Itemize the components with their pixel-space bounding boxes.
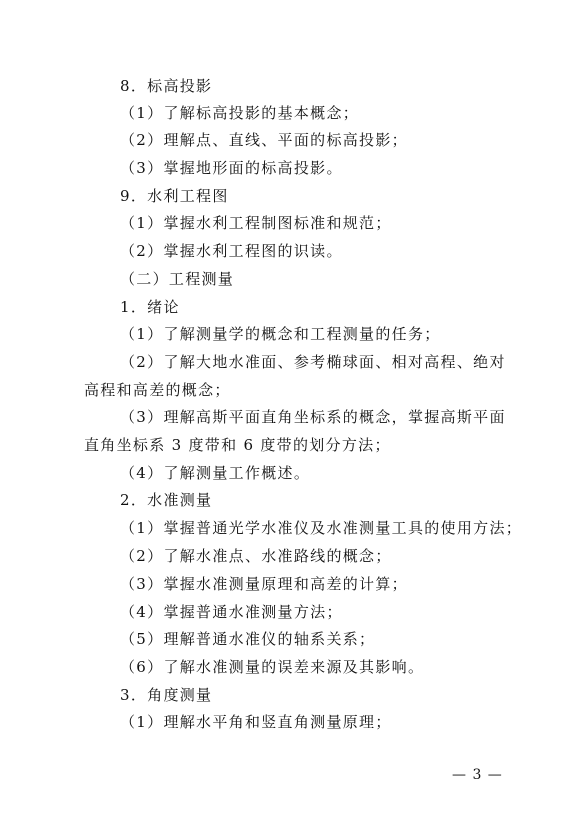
list-item: （4）了解测量工作概述。 xyxy=(120,464,311,482)
list-item: （1）了解测量学的概念和工程测量的任务； xyxy=(120,325,441,343)
chapter-heading-engineering-survey: （二）工程测量 xyxy=(120,270,235,288)
list-item: （1）掌握水利工程制图标准和规范； xyxy=(120,214,392,232)
list-item: （1）了解标高投影的基本概念； xyxy=(120,104,360,122)
list-item-continuation: 高程和高差的概念； xyxy=(84,381,231,399)
section-heading-9: 9．水利工程图 xyxy=(120,187,229,205)
list-item: （3）理解高斯平面直角坐标系的概念，掌握高斯平面 xyxy=(120,408,506,426)
section-heading-1: 1．绪论 xyxy=(120,298,180,316)
section-heading-8: 8．标高投影 xyxy=(120,77,213,95)
list-item: （1）理解水平角和竖直角测量原理； xyxy=(120,713,392,731)
list-item: （2）了解大地水准面、参考椭球面、相对高程、绝对 xyxy=(120,353,506,371)
list-item: （3）掌握水准测量原理和高差的计算； xyxy=(120,575,408,593)
list-item-continuation: 直角坐标系 3 度带和 6 度带的划分方法； xyxy=(84,436,391,454)
list-item: （4）掌握普通水准测量方法； xyxy=(120,603,343,621)
list-item: （2）掌握水利工程图的识读。 xyxy=(120,242,343,260)
list-item: （2）理解点、直线、平面的标高投影； xyxy=(120,131,408,149)
list-item: （6）了解水准测量的误差来源及其影响。 xyxy=(120,658,425,676)
list-item: （5）理解普通水准仪的轴系关系； xyxy=(120,630,376,648)
list-item: （1）掌握普通光学水准仪及水准测量工具的使用方法； xyxy=(120,519,523,537)
list-item: （2）了解水准点、水准路线的概念； xyxy=(120,547,392,565)
list-item: （3）掌握地形面的标高投影。 xyxy=(120,159,343,177)
section-heading-2: 2．水准测量 xyxy=(120,491,213,509)
page-number: — 3 — xyxy=(452,767,503,783)
section-heading-3: 3．角度测量 xyxy=(120,686,213,704)
